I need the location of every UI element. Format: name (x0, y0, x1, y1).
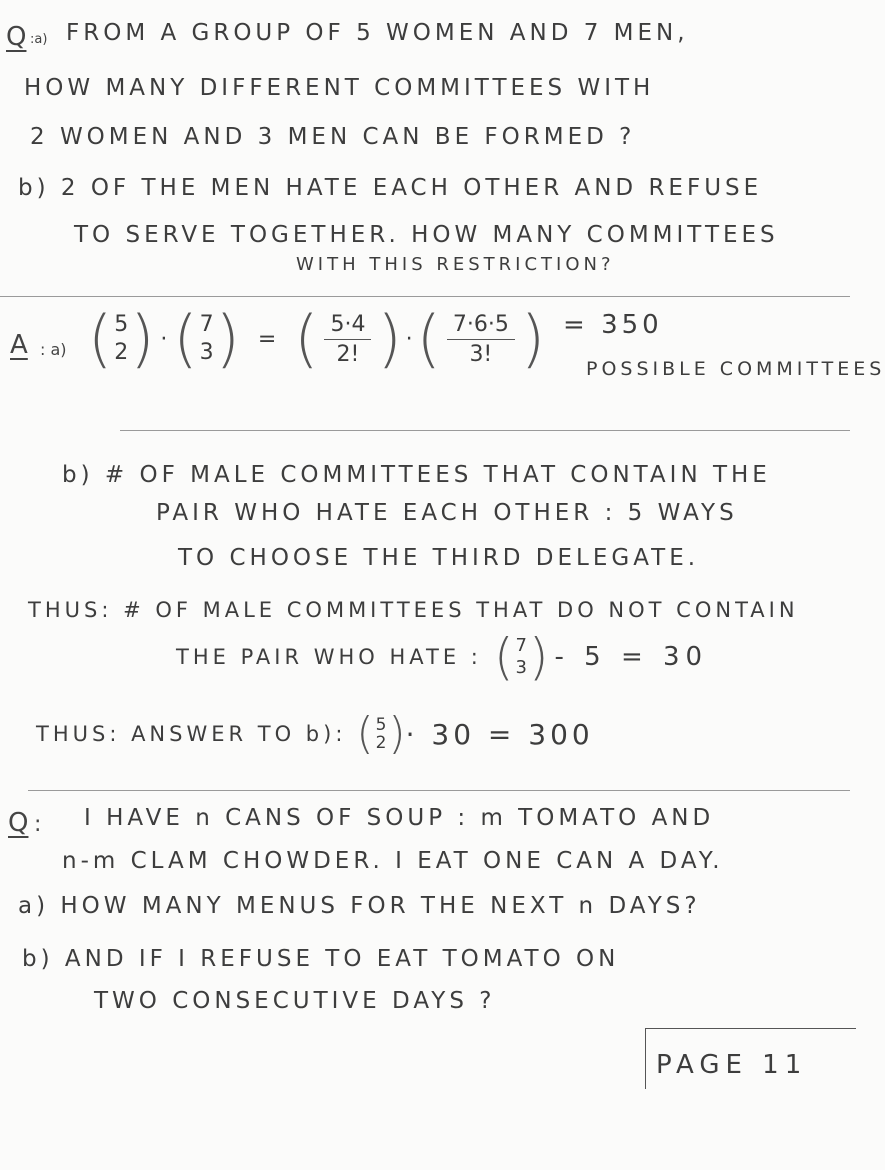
page-number: PAGE 11 (656, 1050, 808, 1080)
final-answer-b: THUS: ANSWER TO b): ( 5 2 ) · 30 = 300 (36, 708, 594, 759)
binomial-5-choose-2: ( 5 2 ) (88, 302, 155, 375)
problem1-line-3: 2 WOMEN AND 3 MEN CAN BE FORMED ? (30, 124, 636, 150)
answer-b-line-4: THUS: # OF MALE COMMITTEES THAT DO NOT CONTAIN (28, 598, 799, 622)
answer-b-line-3: TO CHOOSE THE THIRD DELEGATE. (178, 545, 700, 571)
problem1-line-5: TO SERVE TOGETHER. HOW MANY COMMITTEES (74, 222, 779, 248)
problem2-line-4: b) AND IF I REFUSE TO EAT TOMATO ON (22, 946, 620, 972)
problem1-line-1: FROM A GROUP OF 5 WOMEN AND 7 MEN, (66, 20, 689, 46)
section-divider-3 (28, 790, 850, 791)
section-divider-2 (120, 430, 850, 431)
fraction-5x4-over-2: ( $\frac{5\cdot 4}{2!}$ ) (294, 302, 402, 375)
question-2-colon: : (34, 812, 42, 837)
answer-a-result-note: POSSIBLE COMMITTEES (586, 358, 885, 380)
problem2-line-3: a) HOW MANY MENUS FOR THE NEXT n DAYS? (18, 893, 701, 919)
problem2-line-2: n-m CLAM CHOWDER. I EAT ONE CAN A DAY. (62, 848, 724, 874)
answer-b-line-2: PAIR WHO HATE EACH OTHER : 5 WAYS (156, 500, 738, 526)
answer-label: A (10, 330, 28, 360)
fraction-7x6x5-over-3: ( $\frac{7\cdot 6\cdot 5}{3!}$ ) (416, 302, 546, 375)
section-divider (0, 296, 850, 297)
problem1-line-2: HOW MANY DIFFERENT COMMITTEES WITH (24, 75, 655, 101)
answer-part-a-label: : a) (40, 340, 67, 359)
problem1-line-4: b) 2 OF THE MEN HATE EACH OTHER AND REFUSE (18, 175, 763, 201)
answer-b-line-1: b) # OF MALE COMMITTEES THAT CONTAIN THE (62, 462, 771, 488)
binomial-5-choose-2-final: ( 5 2 ) (356, 708, 406, 759)
question-2-label: Q (8, 808, 29, 838)
question-part-a-label: :a) (30, 32, 48, 47)
answer-b-count-equation: ( 7 3 ) - 5 = 30 (494, 628, 709, 686)
binomial-7-choose-3: ( 7 3 ) (173, 302, 240, 375)
answer-b-line-5: THE PAIR WHO HATE : (176, 645, 482, 669)
problem2-line-1: I HAVE n CANS OF SOUP : m TOMATO AND (84, 805, 715, 831)
problem1-line-6: WITH THIS RESTRICTION? (296, 254, 615, 275)
answer-a-equation: ( 5 2 ) · ( 7 3 ) = ( $\frac{5\cdot 4}{2!}$ ) · ( $\frac{7\cdot 6\cdot 5}{3!}$ ) = 350 (88, 302, 663, 375)
answer-a-result: = 350 (563, 310, 663, 340)
binomial-7-choose-3-b: ( 7 3 ) (494, 628, 549, 686)
question-label: Q (6, 22, 27, 52)
problem2-line-5: TWO CONSECUTIVE DAYS ? (94, 988, 496, 1014)
